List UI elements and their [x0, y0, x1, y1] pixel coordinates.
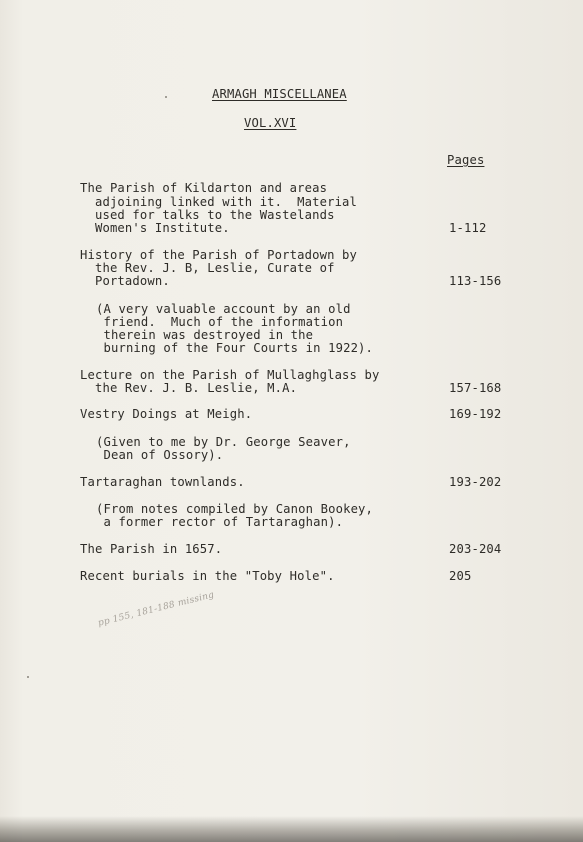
note-text-line: (From notes compiled by Canon Bookey,: [96, 502, 374, 516]
entry-page-range: 203-204: [449, 542, 502, 556]
note-text-line: therein was destroyed in the: [96, 328, 314, 342]
entry-text-line: Tartaraghan townlands.: [80, 475, 245, 489]
entry-text-line: The Parish of Kildarton and areas: [80, 181, 328, 195]
note-text-line: friend. Much of the information: [96, 315, 344, 329]
entry-page-range: 157-168: [449, 381, 502, 395]
entry-text-line: used for talks to the Wastelands: [80, 208, 335, 222]
entry-text-line: Women's Institute.: [80, 221, 230, 235]
entry-text-line: The Parish in 1657.: [80, 542, 223, 556]
note-text-line: (A very valuable account by an old: [96, 302, 351, 316]
entry-text-line: Recent burials in the "Toby Hole".: [80, 569, 335, 583]
entry-text-line: the Rev. J. B, Leslie, Curate of: [80, 261, 335, 275]
pencil-annotation: pp 155, 181-188 missing: [97, 590, 216, 629]
entry-page-range: 113-156: [449, 274, 502, 288]
note-text-line: (Given to me by Dr. George Seaver,: [96, 435, 351, 449]
entry-text-line: Vestry Doings at Meigh.: [80, 407, 253, 421]
entry-text-line: adjoining linked with it. Material: [80, 195, 358, 209]
pages-column-heading: Pages: [447, 153, 485, 167]
paper-speck: [165, 96, 167, 98]
entry-text-line: Portadown.: [80, 274, 170, 288]
volume-heading: VOL.XVI: [244, 116, 297, 130]
note-text-line: a former rector of Tartaraghan).: [96, 515, 344, 529]
document-title: ARMAGH MISCELLANEA: [212, 87, 347, 101]
note-text-line: burning of the Four Courts in 1922).: [96, 341, 374, 355]
entry-page-range: 1-112: [449, 221, 487, 235]
entry-page-range: 169-192: [449, 407, 502, 421]
entry-text-line: the Rev. J. B. Leslie, M.A.: [80, 381, 298, 395]
entry-page-range: 205: [449, 569, 472, 583]
entry-text-line: Lecture on the Parish of Mullaghglass by: [80, 368, 380, 382]
paper-speck: [27, 676, 29, 678]
entry-text-line: History of the Parish of Portadown by: [80, 248, 358, 262]
note-text-line: Dean of Ossory).: [96, 448, 224, 462]
page-bottom-shadow: [0, 816, 583, 842]
entry-page-range: 193-202: [449, 475, 502, 489]
